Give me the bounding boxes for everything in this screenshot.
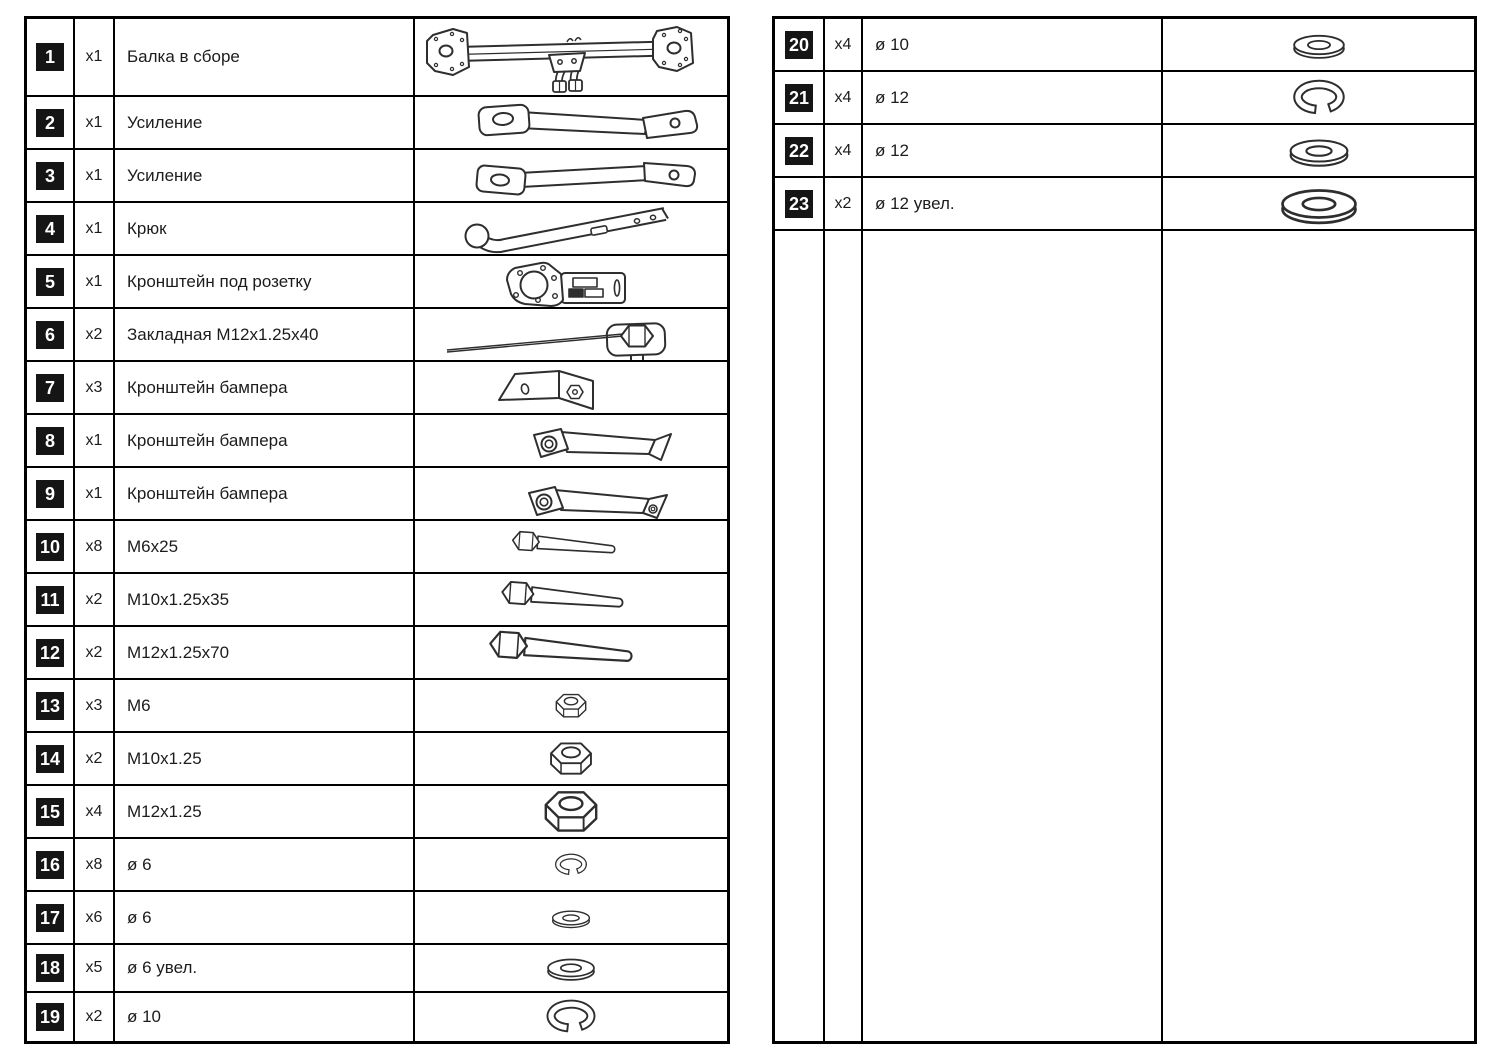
item-description: Кронштейн бампера (115, 362, 415, 413)
table-row (27, 786, 727, 839)
table-row (27, 19, 727, 97)
item-number-badge: 10 (36, 533, 64, 561)
item-number-badge: 12 (36, 639, 64, 667)
table-row (27, 627, 727, 680)
item-number-badge: 23 (785, 190, 813, 218)
item-illustration (415, 680, 727, 731)
item-illustration (415, 256, 727, 307)
ball-hook-illustration (441, 203, 701, 254)
washer-illustration (441, 892, 701, 943)
bolt-illustration (441, 521, 701, 572)
item-description: М6х25 (115, 521, 415, 572)
table-row (27, 415, 727, 468)
item-number-badge: 6 (36, 321, 64, 349)
item-number-badge: 19 (36, 1003, 64, 1031)
item-description: ø 10 (863, 19, 1163, 70)
table-row (27, 309, 727, 362)
item-number-badge: 4 (36, 215, 64, 243)
item-number-cell (27, 203, 75, 254)
item-description: ø 12 (863, 125, 1163, 176)
table-row (775, 125, 1474, 178)
item-quantity: x2 (75, 993, 115, 1041)
item-quantity: x1 (75, 150, 115, 201)
item-number-badge: 17 (36, 904, 64, 932)
item-illustration (415, 839, 727, 890)
item-description: М12х1.25 (115, 786, 415, 837)
item-description: Балка в сборе (115, 19, 415, 95)
item-number-cell (775, 231, 825, 1041)
table-row (27, 993, 727, 1041)
table-row (27, 256, 727, 309)
item-quantity: x1 (75, 468, 115, 519)
socket-bracket-illustration (441, 256, 701, 307)
item-illustration (415, 468, 727, 519)
item-number-cell (775, 178, 825, 229)
item-number-cell (775, 72, 825, 123)
item-number-cell (27, 733, 75, 784)
item-illustration (1163, 125, 1474, 176)
item-description: Усиление (115, 150, 415, 201)
item-quantity: x3 (75, 362, 115, 413)
item-illustration (415, 203, 727, 254)
nut-illustration (441, 786, 701, 837)
beam-assembly-illustration (421, 20, 721, 94)
bolt-illustration (441, 627, 701, 678)
washer-illustration (441, 945, 701, 991)
item-number-badge: 11 (36, 586, 64, 614)
item-number-badge: 8 (36, 427, 64, 455)
item-number-cell (27, 786, 75, 837)
item-number-badge: 2 (36, 109, 64, 137)
item-illustration (415, 627, 727, 678)
nut-illustration (441, 733, 701, 784)
item-illustration (415, 97, 727, 148)
item-quantity: x2 (75, 627, 115, 678)
item-description (863, 231, 1163, 1041)
item-description: Крюк (115, 203, 415, 254)
z-bracket-a-illustration (441, 415, 701, 466)
z-bracket-b-illustration (441, 468, 701, 519)
item-quantity: x8 (75, 839, 115, 890)
item-number-cell (775, 125, 825, 176)
item-number-badge: 21 (785, 84, 813, 112)
item-number-badge: 7 (36, 374, 64, 402)
item-description: Кронштейн бампера (115, 468, 415, 519)
item-quantity: x4 (825, 19, 863, 70)
item-description: Закладная М12х1.25х40 (115, 309, 415, 360)
item-quantity: x1 (75, 19, 115, 95)
item-number-badge: 3 (36, 162, 64, 190)
item-description: Кронштейн бампера (115, 415, 415, 466)
item-number-badge: 1 (36, 43, 64, 71)
empty-filler-row (775, 231, 1474, 1041)
table-row (27, 574, 727, 627)
table-row (27, 733, 727, 786)
item-description: ø 12 (863, 72, 1163, 123)
item-quantity: x1 (75, 97, 115, 148)
item-number-cell (27, 309, 75, 360)
item-quantity: x5 (75, 945, 115, 991)
item-number-badge: 15 (36, 798, 64, 826)
table-row (27, 362, 727, 415)
nut-illustration (441, 680, 701, 731)
item-number-cell (27, 19, 75, 95)
item-description: ø 6 (115, 839, 415, 890)
item-number-cell (27, 256, 75, 307)
table-row (27, 945, 727, 993)
item-quantity: x8 (75, 521, 115, 572)
item-quantity: x2 (75, 574, 115, 625)
item-quantity: x1 (75, 415, 115, 466)
angle-bracket-illustration (441, 362, 701, 413)
item-illustration (415, 415, 727, 466)
lock-washer-illustration (1189, 72, 1449, 123)
item-illustration (415, 733, 727, 784)
item-quantity: x4 (825, 72, 863, 123)
item-illustration (415, 945, 727, 991)
item-number-cell (27, 468, 75, 519)
item-quantity (825, 231, 863, 1041)
item-number-cell (775, 19, 825, 70)
item-number-cell (27, 574, 75, 625)
washer-illustration (1189, 178, 1449, 229)
item-number-cell (27, 97, 75, 148)
item-number-cell (27, 945, 75, 991)
item-quantity: x2 (75, 733, 115, 784)
item-quantity: x2 (75, 309, 115, 360)
item-quantity: x1 (75, 203, 115, 254)
table-row (27, 892, 727, 945)
item-quantity: x4 (825, 125, 863, 176)
strap-b-illustration (441, 150, 701, 201)
table-row (775, 178, 1474, 231)
item-number-cell (27, 521, 75, 572)
parts-table-left (24, 16, 730, 1044)
item-number-badge: 20 (785, 31, 813, 59)
table-row (775, 72, 1474, 125)
anchor-bolt-illustration (441, 309, 701, 360)
item-number-cell (27, 993, 75, 1041)
item-number-cell (27, 627, 75, 678)
table-row (27, 839, 727, 892)
item-quantity: x1 (75, 256, 115, 307)
item-number-badge: 14 (36, 745, 64, 773)
item-illustration (1163, 231, 1474, 1041)
table-row (27, 521, 727, 574)
item-quantity: x6 (75, 892, 115, 943)
parts-table-right (772, 16, 1477, 1044)
lock-washer-illustration (441, 993, 701, 1041)
item-illustration (1163, 72, 1474, 123)
item-number-badge: 22 (785, 137, 813, 165)
item-number-cell (27, 892, 75, 943)
item-description: М12х1.25х70 (115, 627, 415, 678)
item-number-badge: 9 (36, 480, 64, 508)
table-row (27, 680, 727, 733)
item-illustration (415, 892, 727, 943)
washer-illustration (1189, 19, 1449, 70)
item-illustration (415, 309, 727, 360)
washer-illustration (1189, 125, 1449, 176)
item-number-cell (27, 362, 75, 413)
item-quantity: x4 (75, 786, 115, 837)
item-illustration (1163, 19, 1474, 70)
table-row (27, 203, 727, 256)
table-row (27, 97, 727, 150)
item-illustration (415, 19, 727, 95)
item-description: ø 6 увел. (115, 945, 415, 991)
item-number-cell (27, 839, 75, 890)
item-description: Усиление (115, 97, 415, 148)
item-description: М10х1.25х35 (115, 574, 415, 625)
item-description: Кронштейн под розетку (115, 256, 415, 307)
item-description: М6 (115, 680, 415, 731)
item-number-badge: 16 (36, 851, 64, 879)
table-row (27, 468, 727, 521)
item-quantity: x2 (825, 178, 863, 229)
item-description: ø 10 (115, 993, 415, 1041)
item-description: М10х1.25 (115, 733, 415, 784)
item-number-badge: 18 (36, 954, 64, 982)
item-quantity: x3 (75, 680, 115, 731)
item-illustration (1163, 178, 1474, 229)
item-illustration (415, 150, 727, 201)
strap-a-illustration (441, 97, 701, 148)
item-illustration (415, 521, 727, 572)
table-row (775, 19, 1474, 72)
bolt-illustration (441, 574, 701, 625)
item-number-cell (27, 415, 75, 466)
item-number-cell (27, 150, 75, 201)
item-number-badge: 5 (36, 268, 64, 296)
item-description: ø 6 (115, 892, 415, 943)
item-description: ø 12 увел. (863, 178, 1163, 229)
item-illustration (415, 786, 727, 837)
item-number-badge: 13 (36, 692, 64, 720)
item-number-cell (27, 680, 75, 731)
item-illustration (415, 574, 727, 625)
item-illustration (415, 362, 727, 413)
item-illustration (415, 993, 727, 1041)
lock-washer-illustration (441, 839, 701, 890)
table-row (27, 150, 727, 203)
